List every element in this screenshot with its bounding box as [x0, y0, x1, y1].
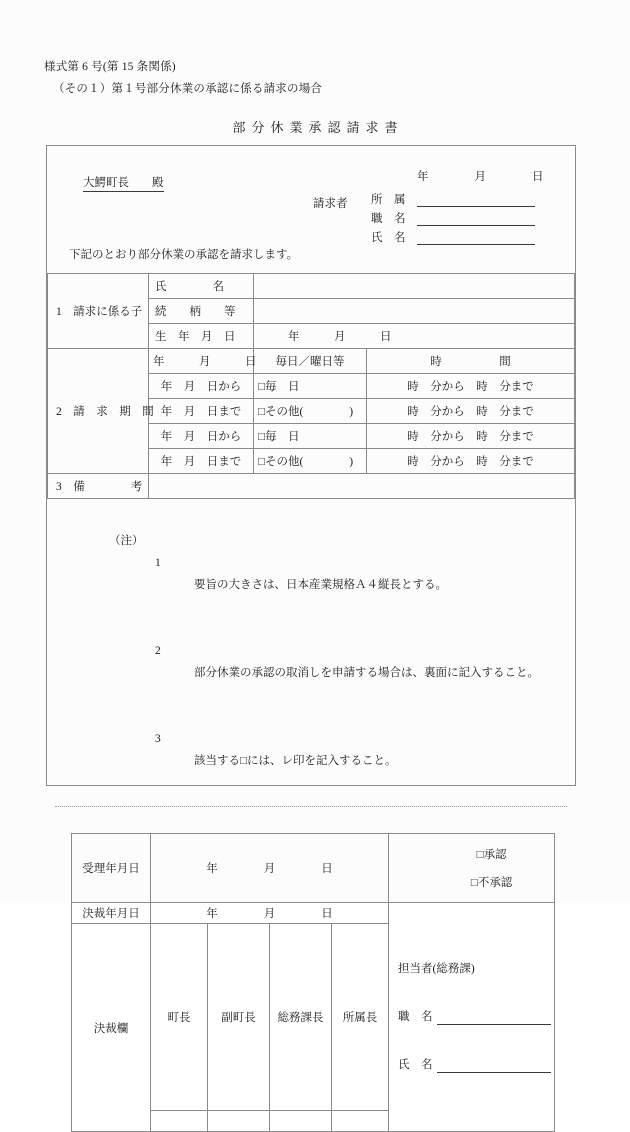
sign-header-general-affairs-chief: 総務課長	[270, 924, 332, 1111]
requester-name-field	[371, 226, 535, 245]
sign-header-mayor: 町長	[151, 924, 208, 1111]
requester-label: 請求者	[313, 198, 348, 210]
period1-day-other[interactable]: □その他( )	[254, 399, 367, 424]
child-name-value[interactable]	[254, 274, 575, 299]
period2-date-to[interactable]: 年 月 日まで	[149, 449, 254, 474]
lead-sentence: 下記のとおり部分休業の承認を請求します。	[69, 249, 299, 261]
period2-date-from[interactable]: 年 月 日から	[149, 424, 254, 449]
period-day-header: 毎日／曜日等	[254, 349, 367, 374]
requester-affiliation-field	[371, 188, 535, 207]
sign-value-general-affairs-chief[interactable]	[270, 1111, 332, 1132]
requester-affiliation-label: 所 属	[371, 194, 406, 206]
page-title: 部分休業承認請求書	[232, 120, 404, 135]
staff-name-field	[398, 1057, 551, 1073]
period1-day-every[interactable]: □毎 日	[254, 374, 367, 399]
table-row	[72, 834, 555, 903]
addressee: 大鰐町長 殿	[83, 174, 164, 192]
requester-position-field	[371, 207, 535, 226]
period1-date-to[interactable]: 年 月 日まで	[149, 399, 254, 424]
section2-label: 2 請 求 期 間	[48, 349, 149, 474]
decision-date-value[interactable]: 年 月 日	[151, 903, 389, 924]
note-number: 3	[155, 733, 161, 745]
notes-block	[47, 499, 575, 804]
section1-label: 1 請求に係る子	[48, 274, 149, 349]
note-item	[47, 618, 575, 706]
staff-position-input[interactable]	[437, 1011, 551, 1025]
table-row	[48, 349, 575, 374]
note-item	[47, 508, 575, 618]
table-row	[48, 274, 575, 299]
note-text: 要旨の大きさは、日本産業規格Ａ４縦長とする。	[194, 579, 447, 591]
section3-value[interactable]	[149, 474, 575, 499]
note-number: 2	[155, 645, 161, 657]
note-item	[47, 706, 575, 794]
requester-position-label: 職 名	[371, 213, 406, 225]
period2-time-from[interactable]: 時 分から 時 分まで	[367, 424, 575, 449]
requester-name-label: 氏 名	[371, 232, 406, 244]
sign-value-deputy-mayor[interactable]	[208, 1111, 270, 1132]
form-number: 様式第 6 号(第 15 条関係)	[44, 61, 176, 73]
staff-cell	[389, 903, 555, 1132]
receipt-date-value[interactable]: 年 月 日	[151, 834, 389, 903]
notes-tag: （注）	[109, 535, 144, 547]
approval-block	[47, 807, 575, 1132]
decision-date-label: 決裁年月日	[72, 903, 151, 924]
receipt-date-label: 受理年月日	[72, 834, 151, 903]
reject-checkbox[interactable]: □不承認	[470, 877, 513, 889]
note-text: 該当する□には、レ印を記入すること。	[194, 755, 397, 767]
child-name-label: 氏 名	[149, 274, 254, 299]
period1-time-from[interactable]: 時 分から 時 分まで	[367, 374, 575, 399]
submission-date-line: 年 月 日	[417, 171, 544, 183]
period-date-header: 年 月 日	[149, 349, 254, 374]
period1-time-to[interactable]: 時 分から 時 分まで	[367, 399, 575, 424]
period2-day-other[interactable]: □その他( )	[254, 449, 367, 474]
requester-affiliation-input[interactable]	[417, 191, 535, 207]
requester-block	[47, 146, 575, 273]
staff-title: 担当者(総務課)	[398, 963, 475, 975]
requester-position-input[interactable]	[417, 210, 535, 226]
note-text: 部分休業の承認の取消しを申請する場合は、裏面に記入すること。	[194, 667, 539, 679]
period1-date-from[interactable]: 年 月 日から	[149, 374, 254, 399]
child-relation-value[interactable]	[254, 299, 575, 324]
section3-label: 3 備 考	[48, 474, 149, 499]
kessai-label: 決裁欄	[72, 924, 151, 1132]
requester-name-input[interactable]	[417, 229, 535, 245]
sign-header-section-chief: 所属長	[332, 924, 389, 1111]
form-subtitle: （その１）第１号部分休業の承認に係る請求の場合	[53, 83, 323, 95]
form-frame	[46, 145, 576, 1071]
period-time-header: 時 間	[367, 349, 575, 374]
main-form-table	[47, 273, 575, 499]
child-birthdate-value[interactable]: 年 月 日	[254, 324, 575, 349]
child-relation-label: 続 柄 等	[149, 299, 254, 324]
approve-checkbox[interactable]: □承認	[476, 849, 507, 861]
staff-name-input[interactable]	[437, 1059, 551, 1073]
staff-name-label: 氏 名	[398, 1059, 433, 1071]
period2-time-to[interactable]: 時 分から 時 分まで	[367, 449, 575, 474]
approval-result-cell[interactable]	[389, 834, 555, 903]
sign-header-deputy-mayor: 副町長	[208, 924, 270, 1111]
table-row	[72, 903, 555, 924]
table-row	[48, 474, 575, 499]
period2-day-every[interactable]: □毎 日	[254, 424, 367, 449]
staff-position-label: 職 名	[398, 1011, 433, 1023]
sign-value-mayor[interactable]	[151, 1111, 208, 1132]
staff-group	[392, 927, 551, 1107]
approval-table	[71, 833, 555, 1132]
sign-value-section-chief[interactable]	[332, 1111, 389, 1132]
staff-position-field	[398, 1009, 551, 1025]
note-number: 1	[155, 557, 161, 569]
child-birthdate-label: 生 年 月 日	[149, 324, 254, 349]
